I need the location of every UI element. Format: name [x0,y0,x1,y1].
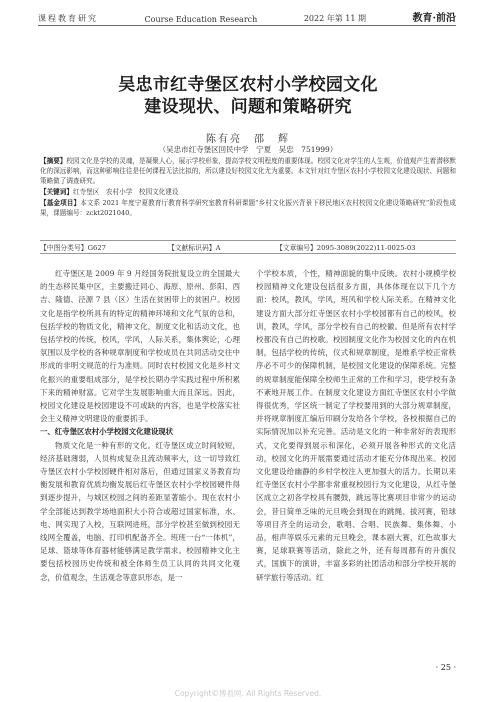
title-line-2: 建设现状、问题和策略研究 [144,97,352,117]
keywords-para [40,187,456,197]
abstract-text: 校园文化是学校的灵魂，是凝聚人心，展示学校形象，提高学校文明程度的重要体现。校园文化对学生的人生观，价值观产生着潜移默化的深远影响，而这种影响往往是任何课程无法比拟的，所以建设好校园文化尤为重要。本文针对红寺堡区农村小学校园文化建设现状、问题和策略做了调查研究。 [40,157,457,185]
status-paragraph: 物质文化是一种有形的文化。红寺堡区成立时间较短，经济基础薄弱，人员构成复杂且流动频率大，这一切导致红寺堡区农村小学校园硬件相对落后，但通过国家义务教育均衡发展和教育优质均衡发展后红寺堡区农村小学校园硬件得到逐步提升，与城区校园之间的差距显著缩小。现在农村小学全部能达到教学场地面积大小符合或超过国家标准，水、电、网实现了入校，互联网进班，部分学校甚至做到校园无线网全覆盖，电脑、打印机配备齐全。班班一台“一体机”，足球、篮球等体育器材能够满足教学需求。校园精神文化主要包括校园历史传统和被全体师生员工认同的共同文化观念，价值观念，生活观念等意识形态，是一 [40,440,240,582]
article-number: 【文章编号】2095-3089(2022)11-0025-03 [276,244,416,252]
abstract-label: 【摘要】 [40,157,67,165]
issue-label: 2022 年第 11 期 [303,14,366,23]
abstract-para [40,156,456,186]
doc-code: 【文献标识码】A [168,244,221,252]
fund-label: 【基金项目】 [40,199,81,207]
body-column-left [40,267,240,584]
keywords-text: 红寺堡区 农村小学 校园文化建设 [72,188,179,196]
section-heading: 一、红寺堡区农村小学校园文化建设现状 [40,427,174,437]
keywords-label: 【关键词】 [40,188,73,196]
section-label: 教育·前沿 [412,13,456,24]
journal-name-cn: 课程教育研究 [38,14,98,23]
article-title [0,74,496,118]
fund-para [40,198,456,218]
copyright-watermark: Copyright©博看网. All Rights Reserved. [174,689,322,698]
fund-text: 本文系 2021 年度宁夏教育厅教育科学研究室教育科研课题“乡村文化振兴背景下移民地区农村校园文化建设策略研究”阶段性成果，课题编号：zckt2021040。 [40,199,456,217]
journal-name-en: Course Education Research [144,15,258,24]
abstract-block [40,156,456,219]
continued-paragraph: 个学校本质，个性，精神面貌的集中反映。农村小规模学校校园精神文化建设包括很多方面，具体体现在以下几个方面：校风，教风，学风，班风和学校人际关系。在精神文化建设方面大部分红寺堡区农村小学校园都有自己的校风，校训，教风，学风，部分学校有自己的校徽。但是所有农村学校都没有自己的校歌。校园制度文化作为校园文化的内在机制，包括学校的传统，仪式和规章制度，是维系学校正常秩序必不可少的保障机制，是校园文化建设的保障系统。完整的规章制度能保障全校师生正常的工作和学习，使学校有条不紊地开展工作。在制度文化建设方面红寺堡区农村小学做得很优秀，学区统一制定了学校要用到的大部分规章制度，并将规章制度汇编后印刷分发给各个学校，各校根据自己的实际情况加以补充完善。活动是文化的一种非常好的表现形式，文化要得到展示和深化，必须开展各种形式的文化活动，校园文化的开展需要通过活动才能充分体现出来。校园文化建设给幽静的乡村学校注入更加强大的活力。长期以来红寺堡区农村小学都非常重视校园行为文化建设，从红寺堡区成立之初各学校具有腰鼓，跳远等比赛项目非常少的运动会，昔日简单乏味的元旦晚会到现在的跳绳、拔河赛，铅球等项目齐全的运动会，歌唱、合唱、民族舞、集体舞、小品，相声等娱乐元素的元旦晚会，课本剧大赛，红色故事大赛，足球联赛等活动，除此之外，还有每周都有的升旗仪式，国旗下的演讲，丰富多彩的社团活动和部分学校开展的研学旅行等活动。红 [256,269,456,582]
running-header [38,8,456,24]
page-number: · 25 · [435,663,456,672]
classification-row [40,240,456,254]
author-line: 陈有亮 邵 辉 [206,134,290,145]
title-line-1: 吴忠市红寺堡区农村小学校园文化 [118,75,378,95]
body-column-right [256,267,456,584]
affiliation-line: （吴忠市红寺堡区回民中学 宁夏 吴忠 751999） [158,145,338,154]
clc-number: 【中图分类号】G627 [40,244,106,252]
intro-paragraph: 红寺堡区是 2009 年 9 月经国务院批复设立的全国最大的生态移民集中区，主要搬迁同心、海原、原州、彭阳、西吉、隆德、泾源 7 县（区）生活在贫困带上的贫困户。校园文化是指学校所具有的特定的精神环境和文化气氛的总和，包括学校的物质文化，精神文化，制度文化和活动文化，也包括学校的传统，校风，学风，人际关系，集体舆论，心理氛围以及学校的各种规章制度和学校成员在共同活动交往中形成的非明文规范的行为准则。同时农村校园文化是乡村文化振兴的重要组成部分，是学校长期办学实践过程中所积累下来的精神财富。它对学生发展影响重大而且深远。因此，校园文化建设是校园建设不可或缺的内容，也是学校落实社会主义精神文明建设的重要抓手。 [40,269,240,424]
header-rule [38,25,456,26]
